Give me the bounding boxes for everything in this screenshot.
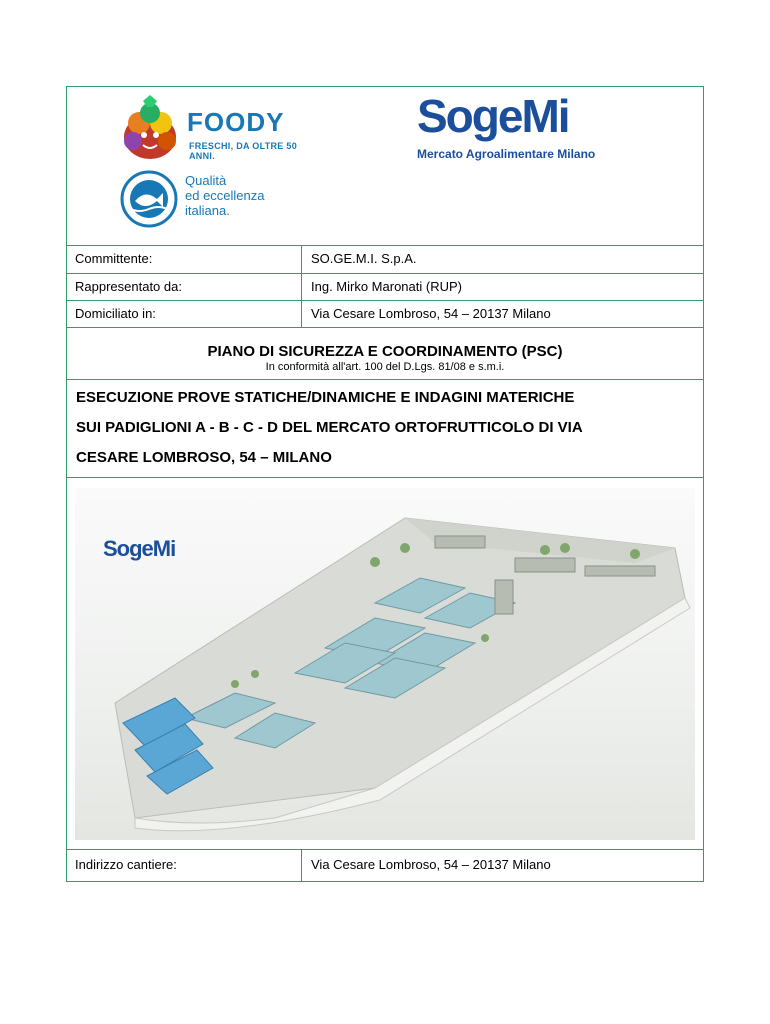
rappresentato-label: Rappresentato da:: [75, 279, 182, 294]
photo-sogemi-logo: SogeMi: [103, 536, 176, 561]
document-title: PIANO DI SICUREZZA E COORDINAMENTO (PSC): [207, 343, 563, 360]
foody-wordmark: FOODY: [187, 107, 285, 137]
fruit-basket-icon: [119, 93, 181, 163]
divider: [67, 273, 703, 274]
project-line: ESECUZIONE PROVE STATICHE/DINAMICHE E INDAGINI MATERICHE: [76, 389, 575, 406]
logo-area: [67, 87, 703, 247]
document-frame: [66, 86, 704, 882]
divider: [67, 327, 703, 328]
sogemi-logo: [417, 89, 637, 169]
column-divider: [301, 245, 302, 327]
domiciliato-label: Domiciliato in:: [75, 306, 156, 321]
project-description: [76, 383, 696, 473]
divider: [67, 245, 703, 246]
domiciliato-value: Via Cesare Lombroso, 54 – 20137 Milano: [311, 306, 551, 321]
quality-line: italiana.: [185, 203, 230, 218]
market-map-graphic: [75, 488, 695, 840]
column-divider: [301, 849, 302, 882]
rappresentato-value: Ing. Mirko Maronati (RUP): [311, 279, 462, 294]
foody-tagline: FRESCHI, DA OLTRE 50 ANNI.: [189, 141, 298, 161]
quality-text: [185, 173, 265, 218]
project-line: SUI PADIGLIONI A - B - C - D DEL MERCATO ORTOFRUTTICOLO DI VIA: [76, 419, 583, 436]
committente-label: Committente:: [75, 251, 153, 266]
divider: [67, 379, 703, 380]
foody-logo: [119, 93, 309, 163]
document-subtitle: In conformità all'art. 100 del D.Lgs. 81/08 e s.m.i.: [265, 361, 505, 373]
fish-seal-icon: [119, 169, 179, 229]
project-line: CESARE LOMBROSO, 54 – MILANO: [76, 449, 332, 466]
site-address-value: Via Cesare Lombroso, 54 – 20137 Milano: [311, 857, 551, 872]
divider: [67, 300, 703, 301]
committente-value: SO.GE.M.I. S.p.A.: [311, 251, 417, 266]
sogemi-wordmark: SogeMi: [417, 90, 569, 142]
quality-logo: [119, 169, 309, 229]
market-aerial-illustration: [75, 488, 695, 840]
quality-line: ed eccellenza: [185, 188, 265, 203]
quality-line: Qualità: [185, 173, 227, 188]
divider: [67, 849, 703, 850]
site-address-label: Indirizzo cantiere:: [75, 857, 177, 872]
sogemi-subtitle: Mercato Agroalimentare Milano: [417, 147, 596, 161]
divider: [67, 477, 703, 478]
